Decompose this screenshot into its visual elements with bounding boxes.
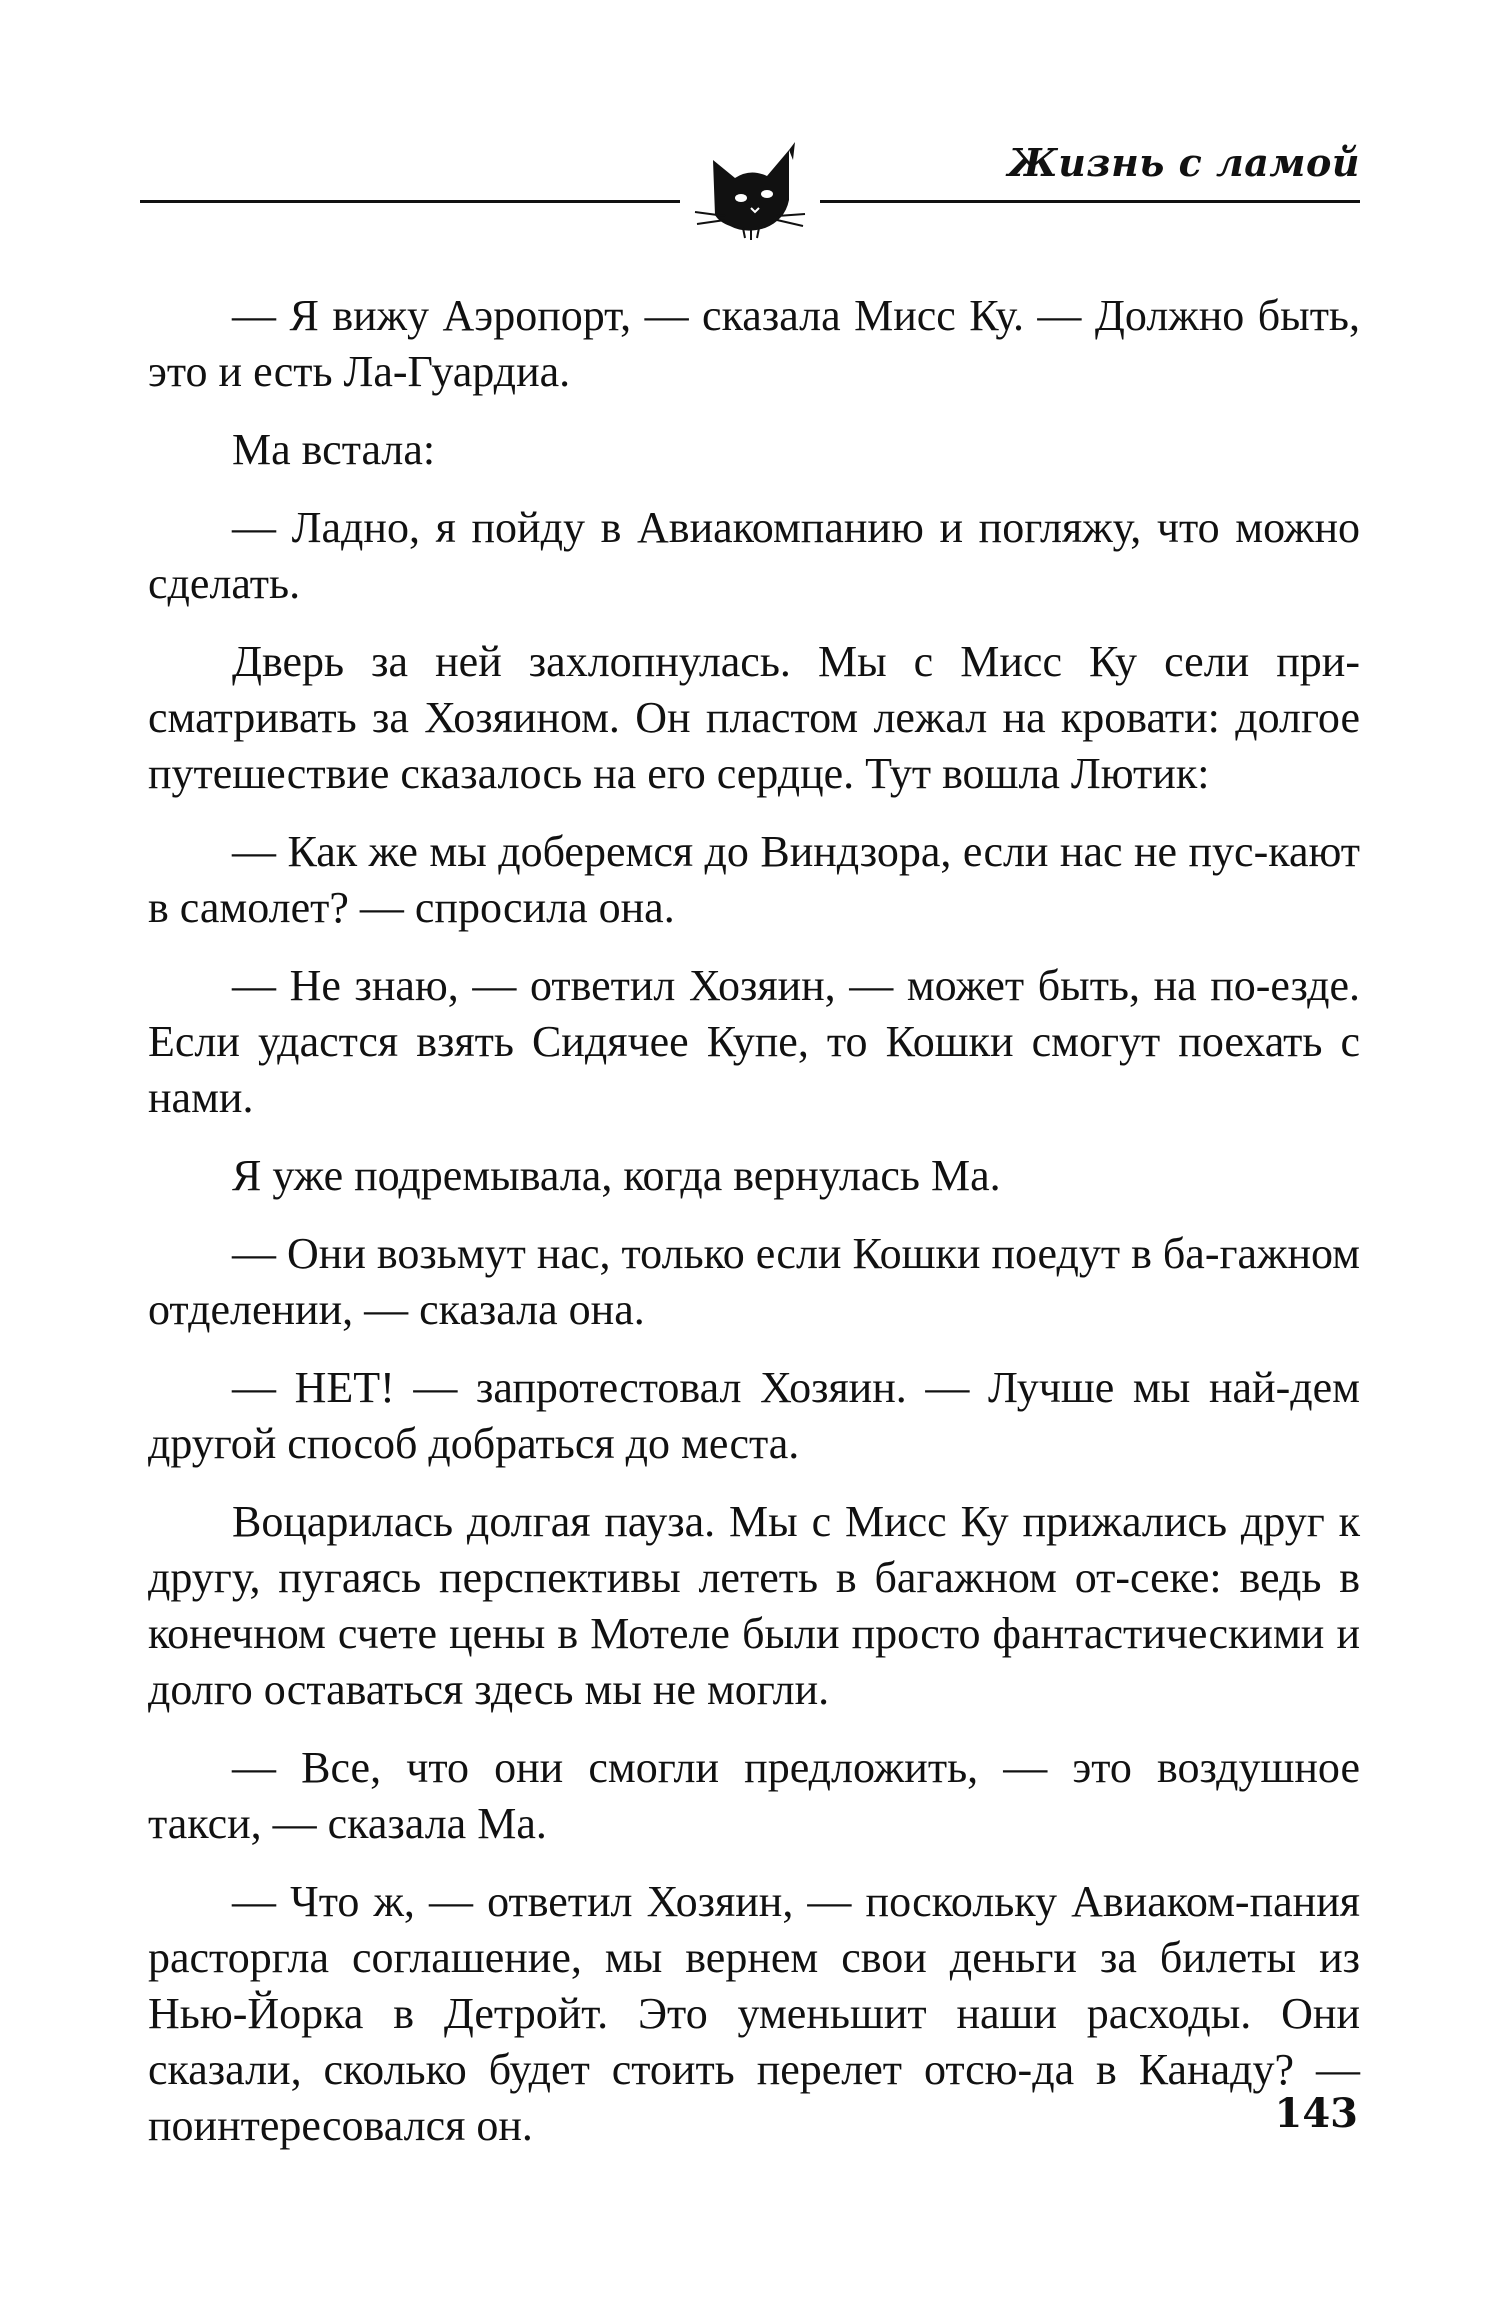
header-rule-left [140,200,680,203]
page-number: 143 [1274,2090,1358,2137]
paragraph: — НЕТ! — запротестовал Хозяин. — Лучше мы най-дем другой способ добраться до места. [148,1363,1360,1468]
running-title: Жизнь с ламой [1007,140,1360,185]
paragraph: Воцарилась долгая пауза. Мы с Мисс Ку прижались друг к другу, пугаясь перспективы лететь в багажном от-секе: ведь в конечном счете цены в Мотеле были просто фантастическими и долго оставаться здесь мы не могли. [148,1497,1360,1714]
paragraph: — Я вижу Аэропорт, — сказала Мисс Ку. — Должно быть, это и есть Ла-Гуардиа. [148,291,1360,396]
body-text [148,288,1360,2176]
paragraph: Я уже подремывала, когда вернулась Ма. [232,1151,1001,1200]
running-header [140,110,1360,240]
paragraph: — Ладно, я пойду в Авиакомпанию и погляжу, что можно сделать. [148,503,1360,608]
cat-head-icon [685,120,815,240]
paragraph: — Как же мы доберемся до Виндзора, если нас не пус-кают в самолет? — спросила она. [148,827,1360,932]
paragraph: — Не знаю, — ответил Хозяин, — может быть, на по-езде. Если удастся взять Сидячее Купе, то Кошки смогут поехать с нами. [148,961,1360,1122]
header-rule-right [820,200,1360,203]
paragraph: — Что ж, — ответил Хозяин, — поскольку Авиаком-пания расторгла соглашение, мы вернем свои деньги за билеты из Нью-Йорка в Детройт. Это уменьшит наши расходы. Они сказали, сколько будет стоить перелет отсю-да в Канаду? — поинтересовался он. [148,1877,1360,2150]
paragraph: Ма встала: [232,425,436,474]
paragraph: Дверь за ней захлопнулась. Мы с Мисс Ку сели при-сматривать за Хозяином. Он пластом лежал на кровати: долгое путешествие сказалось на его сердце. Тут вошла Лютик: [148,637,1360,798]
paragraph: — Все, что они смогли предложить, — это воздушное такси, — сказала Ма. [148,1743,1360,1848]
paragraph: — Они возьмут нас, только если Кошки поедут в ба-гажном отделении, — сказала она. [148,1229,1360,1334]
